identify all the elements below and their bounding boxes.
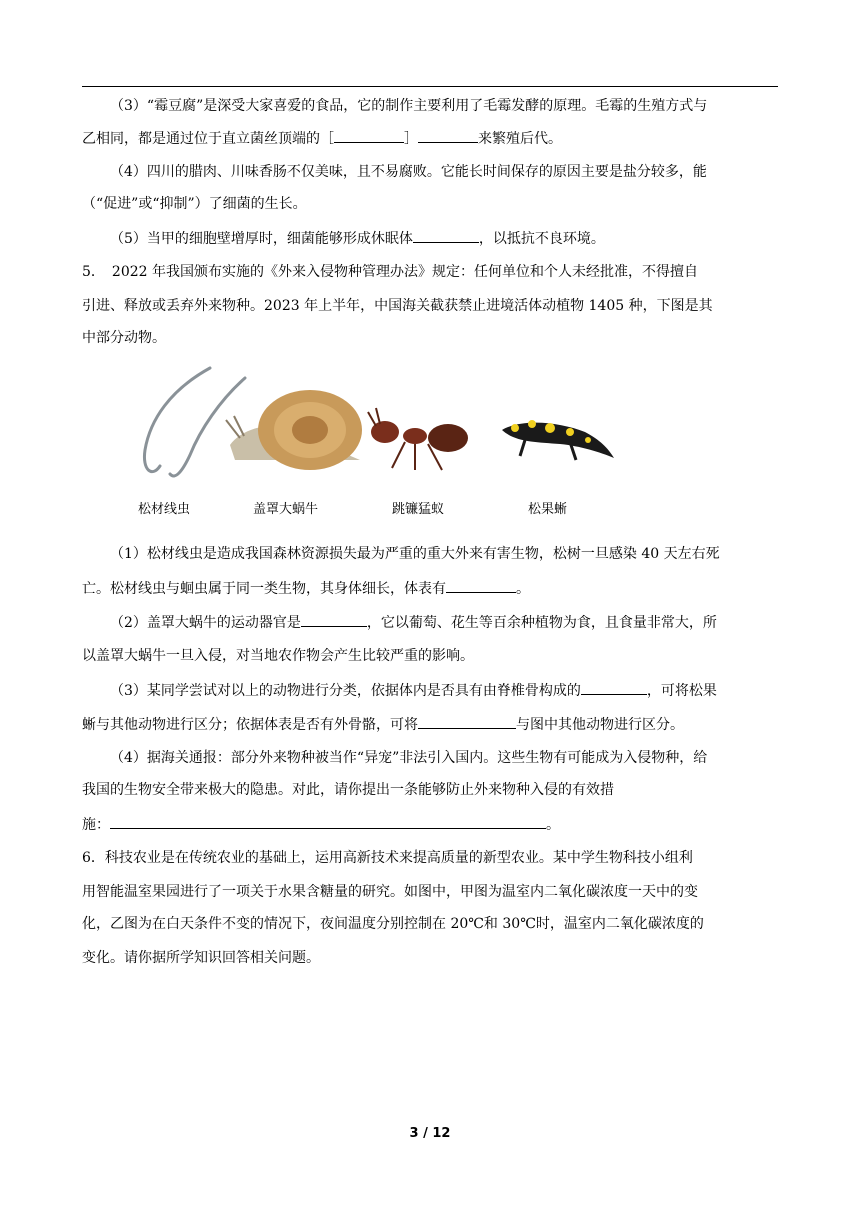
answer-blank[interactable]	[446, 578, 516, 593]
q4-part4-line2: （“促进”或“抑制”）了细菌的生长。	[82, 196, 307, 212]
q4-part4-line1: （4）四川的腊肉、川味香肠不仅美味，且不易腐败。它能长时间保存的原因主要是盐分较多，能	[110, 164, 707, 180]
ant-image	[368, 408, 468, 470]
q4-part3-line1: （3）“霉豆腐”是深受大家喜爱的食品，它的制作主要利用了毛霉发酵的原理。毛霉的生殖方式与	[110, 98, 708, 114]
q5-part4-line1: （4）据海关通报：部分外来物种被当作“异宠”非法引入国内。这些生物有可能成为入侵物种，给	[110, 750, 708, 766]
q5-part2-line1: （2）盖罩大蜗牛的运动器官是 ，它以葡萄、花生等百余种植物为食，且食量非常大，所	[110, 612, 717, 633]
nematode-image	[144, 368, 245, 476]
q6-line3: 化，乙图为在白天条件不变的情况下，夜间温度分别控制在 20℃和 30℃时，温室内二氧化碳浓度的	[82, 916, 704, 932]
answer-blank[interactable]	[413, 228, 479, 243]
q5-part4-line2: 我国的生物安全带来极大的隐患。对此，请你提出一条能够防止外来物种入侵的有效措	[82, 782, 614, 798]
answer-blank[interactable]	[418, 714, 516, 729]
q6-line4: 变化。请你据所学知识回答相关问题。	[82, 950, 320, 966]
caption-snail: 盖罩大蜗牛	[253, 502, 319, 517]
answer-blank[interactable]	[581, 680, 647, 695]
q6-line1: 6．科技农业是在传统农业的基础上，运用高新技术来提高质量的新型农业。某中学生物科技小组利	[82, 850, 693, 866]
caption-ant: 跳镰猛蚁	[392, 502, 445, 517]
answer-blank[interactable]	[301, 612, 367, 627]
q5-intro-line2: 引进、释放或丢弃外来物种。2023 年上半年，中国海关截获禁止进境活体动植物 1405 种，下图是其	[82, 298, 713, 314]
q5-part1-line1: （1）松材线虫是造成我国森林资源损失最为严重的重大外来有害生物，松树一旦感染 40 天左右死	[110, 546, 720, 562]
answer-blank[interactable]	[418, 128, 478, 143]
q4-part5-line: （5）当甲的细胞壁增厚时，细菌能够形成休眠体 ，以抵抗不良环境。	[110, 228, 605, 249]
q5-part2-line2: 以盖罩大蜗牛一旦入侵，对当地农作物会产生比较严重的影响。	[82, 648, 474, 664]
answer-blank[interactable]	[110, 814, 546, 829]
q5-intro-line1: 5． 2022 年我国颁布实施的《外来入侵物种管理办法》规定：任何单位和个人未经批准，不得擅自	[82, 264, 698, 280]
caption-nematode: 松材线虫	[138, 502, 191, 517]
q6-line2: 用智能温室果园进行了一项关于水果含糖量的研究。如图中，甲图为温室内二氧化碳浓度一天中的变	[82, 884, 698, 900]
q5-part3-line2: 蜥与其他动物进行区分；依据体表是否有外骨骼，可将 与图中其他动物进行区分。	[82, 714, 684, 735]
q5-part1-line2: 亡。松材线虫与蛔虫属于同一类生物，其身体细长，体表有 。	[82, 578, 530, 599]
q5-part3-line1: （3）某同学尝试对以上的动物进行分类，依据体内是否具有由脊椎骨构成的 ，可将松果	[110, 680, 717, 701]
q5-part4-line3: 施： 。	[82, 814, 560, 835]
answer-blank[interactable]	[334, 128, 404, 143]
animal-illustrations	[130, 360, 620, 500]
salamander-image	[502, 420, 614, 460]
animal-figure	[130, 360, 620, 520]
page-number: 3 / 12	[409, 1126, 451, 1141]
q5-intro-line3: 中部分动物。	[82, 330, 166, 346]
q4-part3-line2: 乙相同，都是通过位于直立菌丝顶端的［ ］ 来繁殖后代。	[82, 128, 562, 149]
caption-salamander: 松果蜥	[528, 502, 568, 517]
header-rule	[82, 86, 778, 87]
snail-image	[226, 390, 362, 470]
